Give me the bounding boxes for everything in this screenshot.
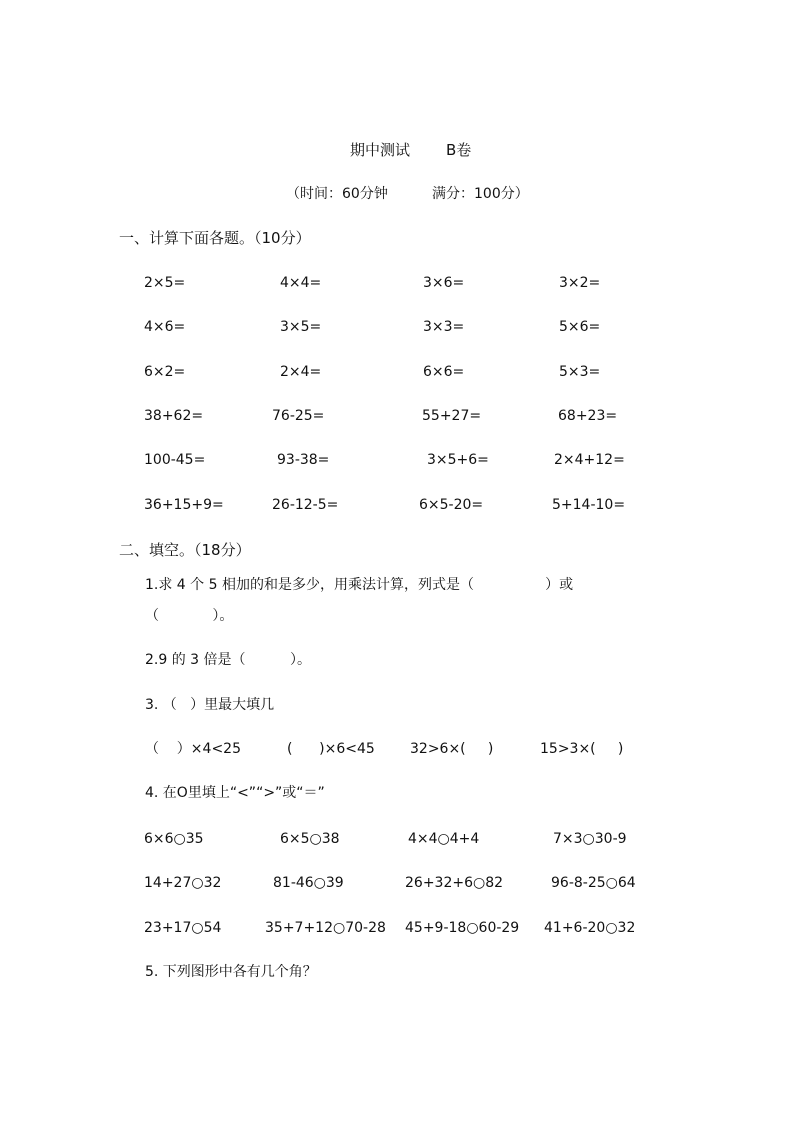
question-3: 3. （ ）里最大填几	[145, 697, 275, 713]
compare-item: 6×5○38	[280, 831, 340, 847]
calc-item: 2×5=	[144, 275, 186, 291]
question-1-line2: （ ）。	[145, 608, 234, 624]
calc-item: 3×2=	[559, 275, 601, 291]
time-info: （时间：60分钟	[286, 186, 388, 202]
compare-item: 81-46○39	[273, 875, 344, 891]
compare-item: 96-8-25○64	[551, 875, 636, 891]
calc-item: 55+27=	[422, 408, 482, 424]
question-2: 2.9 的 3 倍是（ ）。	[145, 652, 312, 668]
calc-item: 5×6=	[559, 319, 601, 335]
question-1-line1: 1.求 4 个 5 相加的和是多少，用乘法计算，列式是（ ）或	[145, 577, 574, 593]
score-info: 满分：100分）	[432, 186, 529, 202]
calc-item: 3×6=	[423, 275, 465, 291]
calc-item: 3×5+6=	[427, 452, 489, 468]
q3-item: 15>3×( )	[540, 741, 624, 757]
compare-item: 26+32+6○82	[405, 875, 504, 891]
q3-item: ( )×6<45	[287, 741, 375, 757]
calc-item: 6×5-20=	[419, 497, 484, 513]
compare-item: 23+17○54	[144, 920, 222, 936]
calc-item: 5+14-10=	[552, 497, 626, 513]
calc-item: 100-45=	[144, 452, 206, 468]
compare-item: 7×3○30-9	[553, 831, 627, 847]
compare-item: 35+7+12○70-28	[265, 920, 386, 936]
calc-item: 93-38=	[277, 452, 330, 468]
calc-item: 4×6=	[144, 319, 186, 335]
question-5: 5. 下列图形中各有几个角？	[145, 964, 317, 980]
compare-item: 4×4○4+4	[408, 831, 480, 847]
section2-heading: 二、填空。（18分）	[119, 541, 251, 559]
calc-item: 3×5=	[280, 319, 322, 335]
calc-item: 3×3=	[423, 319, 465, 335]
compare-item: 41+6-20○32	[544, 920, 636, 936]
edition-label: B卷	[446, 141, 472, 159]
calc-item: 76-25=	[272, 408, 325, 424]
calc-item: 2×4+12=	[554, 452, 625, 468]
q3-item: （ ）×4<25	[145, 741, 241, 757]
compare-item: 45+9-18○60-29	[405, 920, 520, 936]
calc-item: 26-12-5=	[272, 497, 339, 513]
calc-item: 36+15+9=	[144, 497, 224, 513]
compare-item: 6×6○35	[144, 831, 204, 847]
q3-item: 32>6×( )	[410, 741, 494, 757]
question-4: 4. 在O里填上“<”“>”或“＝”	[145, 785, 325, 801]
calc-item: 38+62=	[144, 408, 204, 424]
calc-item: 6×6=	[423, 364, 465, 380]
calc-item: 68+23=	[558, 408, 618, 424]
section1-heading: 一、计算下面各题。（10分）	[119, 229, 311, 247]
calc-item: 6×2=	[144, 364, 186, 380]
calc-item: 5×3=	[559, 364, 601, 380]
page-title: 期中测试	[350, 141, 411, 159]
calc-item: 4×4=	[280, 275, 322, 291]
compare-item: 14+27○32	[144, 875, 222, 891]
calc-item: 2×4=	[280, 364, 322, 380]
